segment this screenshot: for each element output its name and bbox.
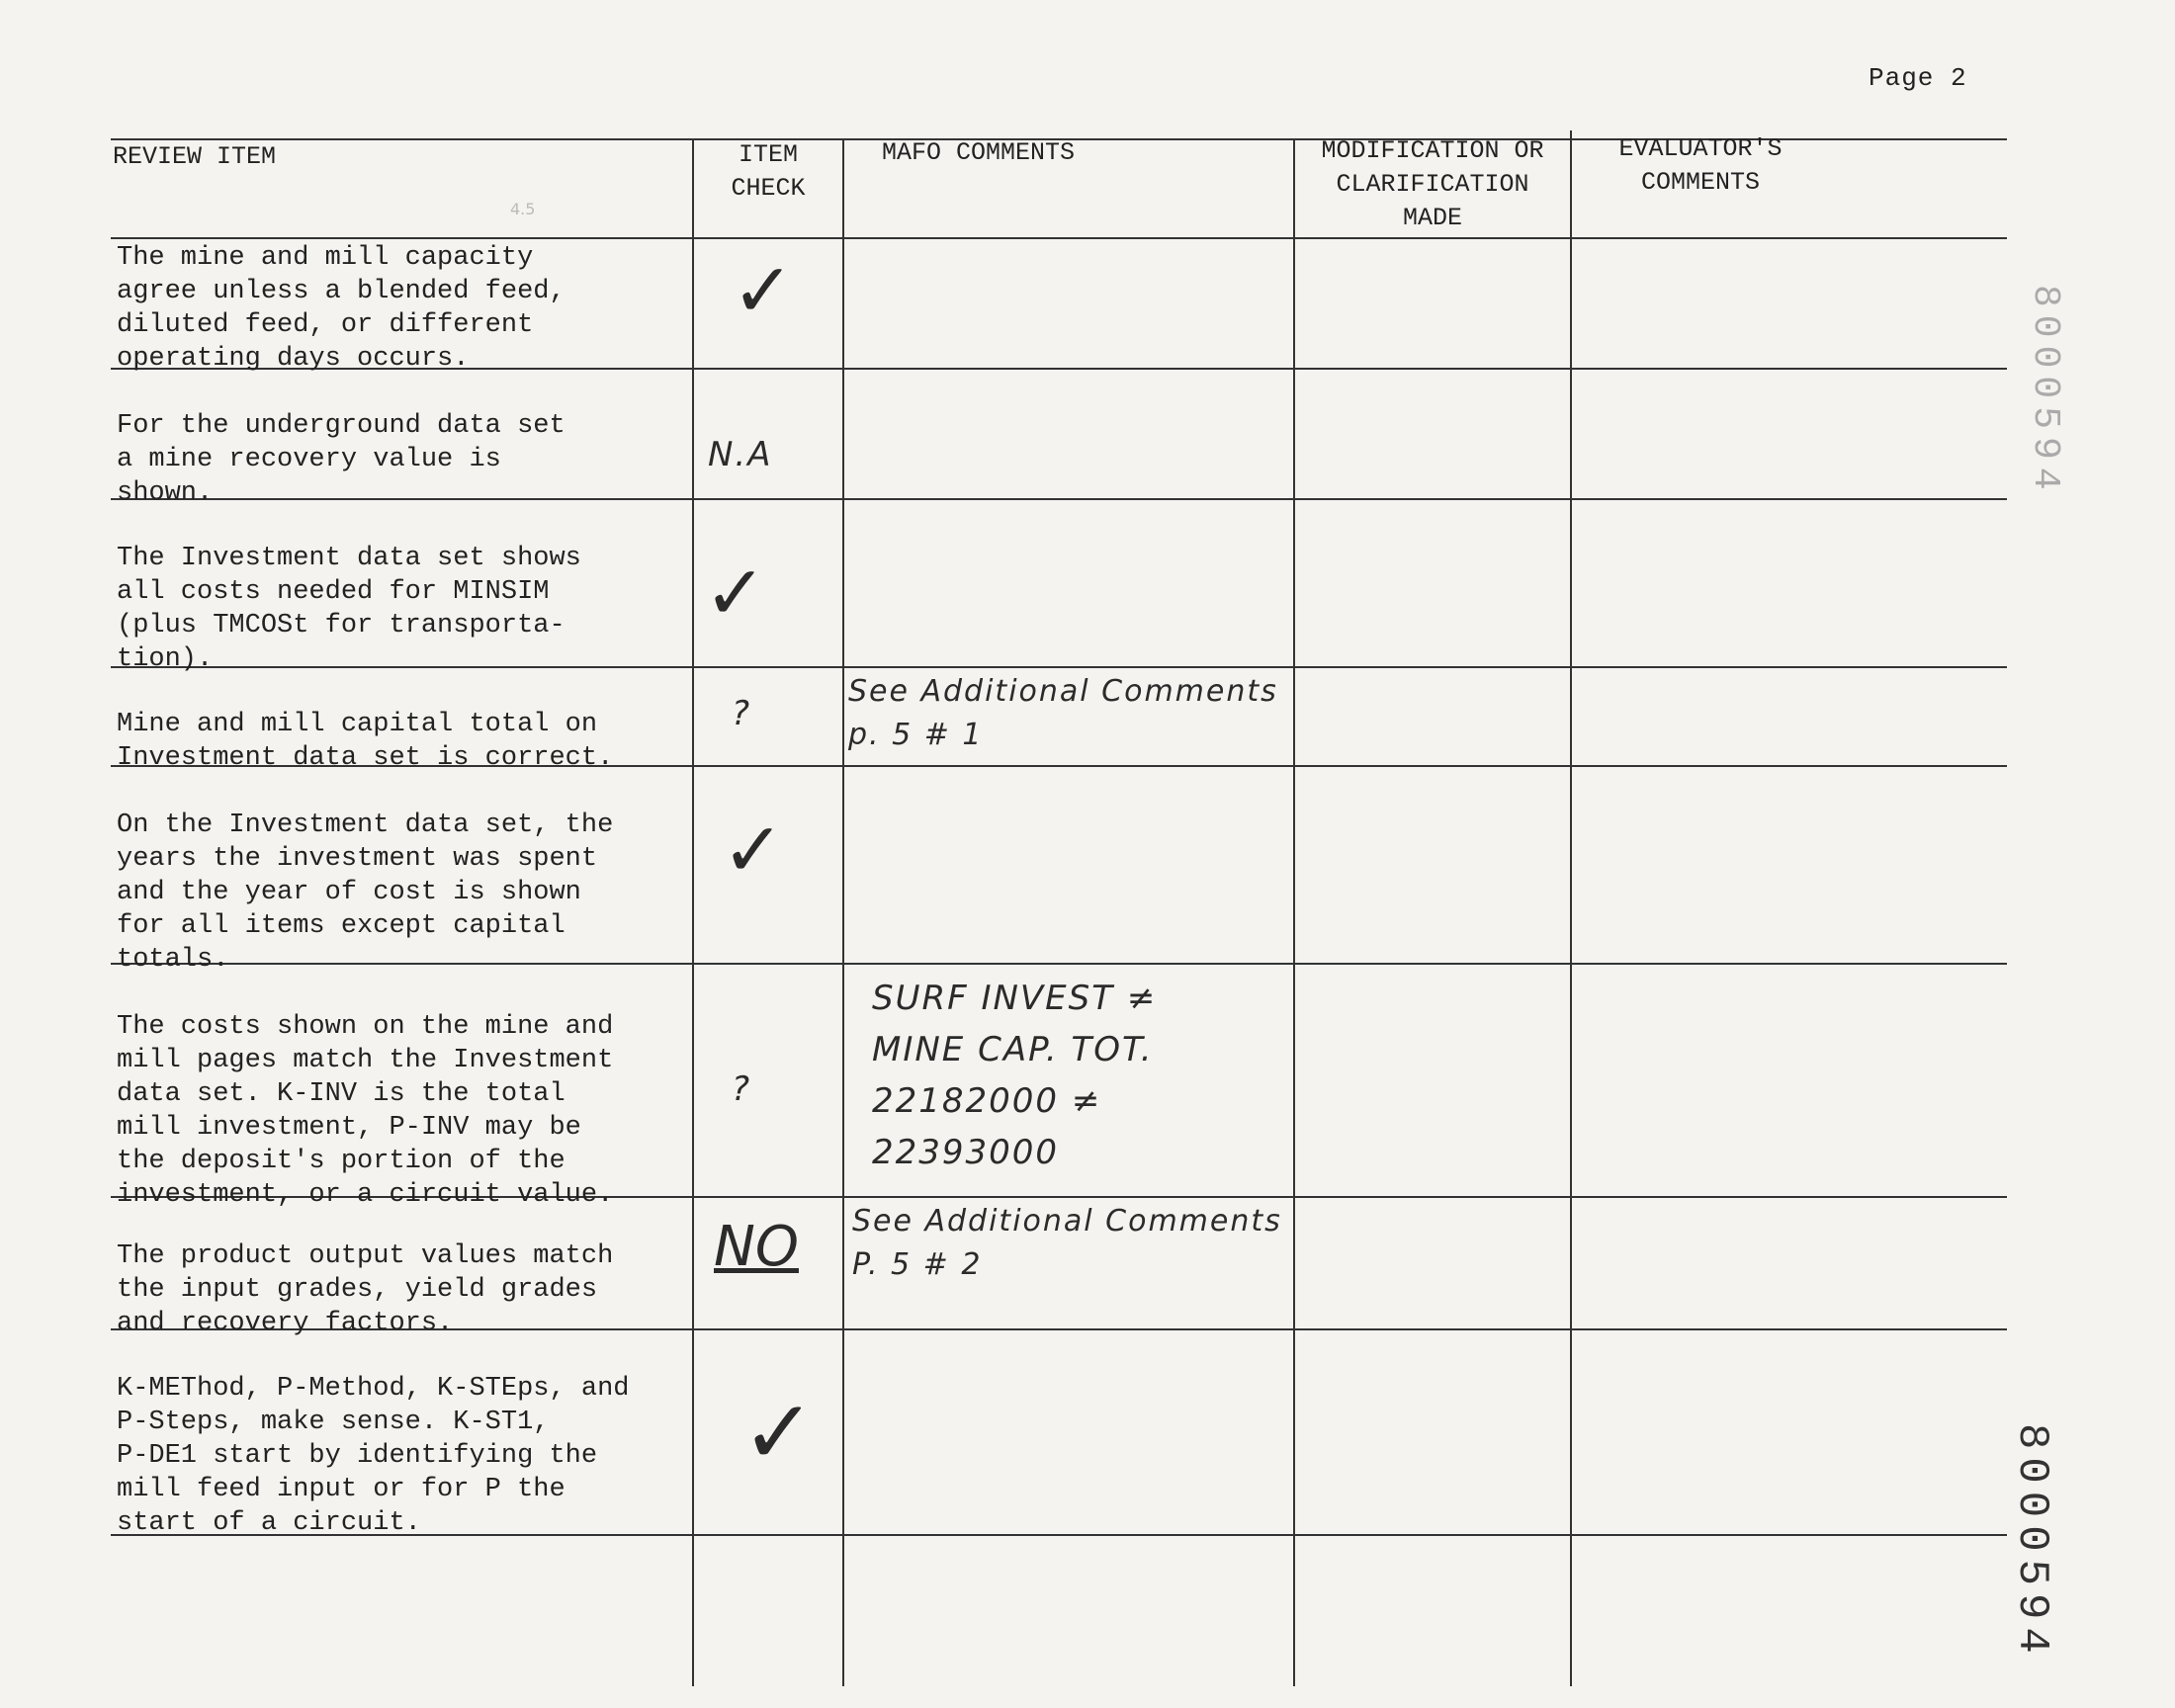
item-check-value: ?: [732, 694, 752, 733]
review-item-text: The product output values match the input grades, yield grades and recovery factors.: [117, 1241, 614, 1338]
margin-pencil-mark: 4.5: [510, 200, 536, 218]
header-item-check: ITEM CHECK: [731, 140, 806, 203]
item-check-value: ?: [732, 1069, 752, 1109]
column-divider: [1570, 130, 1572, 1686]
review-item-text: The mine and mill capacity agree unless a blended feed, diluted feed, or different operating days occurs.: [117, 243, 566, 374]
side-stamp-faint: 8000594: [2024, 285, 2066, 498]
header-review-item: REVIEW ITEM: [113, 142, 277, 171]
review-item-text: K-METhod, P-Method, K-STEps, and P-Steps, make sense. K-ST1, P-DE1 start by identifying the mill feed input or for P the start of a circuit.: [117, 1374, 630, 1538]
header-mafo-comments: MAFO COMMENTS: [882, 138, 1076, 167]
review-table: [111, 130, 2007, 1686]
column-divider: [842, 138, 844, 1686]
checkmark-icon: ✓: [722, 806, 785, 894]
header-modification: MODIFICATION OR CLARIFICATION MADE: [1321, 136, 1544, 232]
column-divider: [692, 138, 694, 1686]
checkmark-icon: ✓: [732, 246, 795, 334]
side-stamp-number: 8000594: [2007, 1423, 2056, 1662]
review-item-text: For the underground data set a mine recovery value is shown.: [117, 411, 566, 508]
mafo-comment: See Additional Comments P. 5 # 2: [852, 1204, 1282, 1282]
review-item-text: The Investment data set shows all costs needed for MINSIM (plus TMCOSt for transporta- tion).: [117, 544, 581, 674]
header-evaluator-comments: EVALUATOR'S COMMENTS: [1618, 134, 1783, 197]
header-bottom-border: [111, 237, 2007, 239]
review-item-text: The costs shown on the mine and mill pages match the Investment data set. K-INV is the total mill investment, P-INV may be the deposit's portion of the investment, or a circuit value.: [117, 1012, 614, 1210]
column-divider: [1293, 138, 1295, 1686]
mafo-comment: See Additional Comments p. 5 # 1: [848, 674, 1278, 752]
checkmark-icon: ✓: [704, 549, 767, 637]
item-check-value: NO: [714, 1215, 799, 1279]
review-item-text: On the Investment data set, the years the investment was spent and the year of cost is shown for all items except capital totals.: [117, 811, 614, 975]
checkmark-icon: ✓: [741, 1381, 817, 1485]
review-item-text: Mine and mill capital total on Investment data set is correct.: [117, 710, 614, 773]
page-number: Page 2: [1869, 63, 1967, 93]
item-check-value: N.A: [708, 435, 773, 474]
mafo-comment: SURF INVEST ≠ MINE CAP. TOT. 22182000 ≠ 22393000: [872, 979, 1158, 1172]
